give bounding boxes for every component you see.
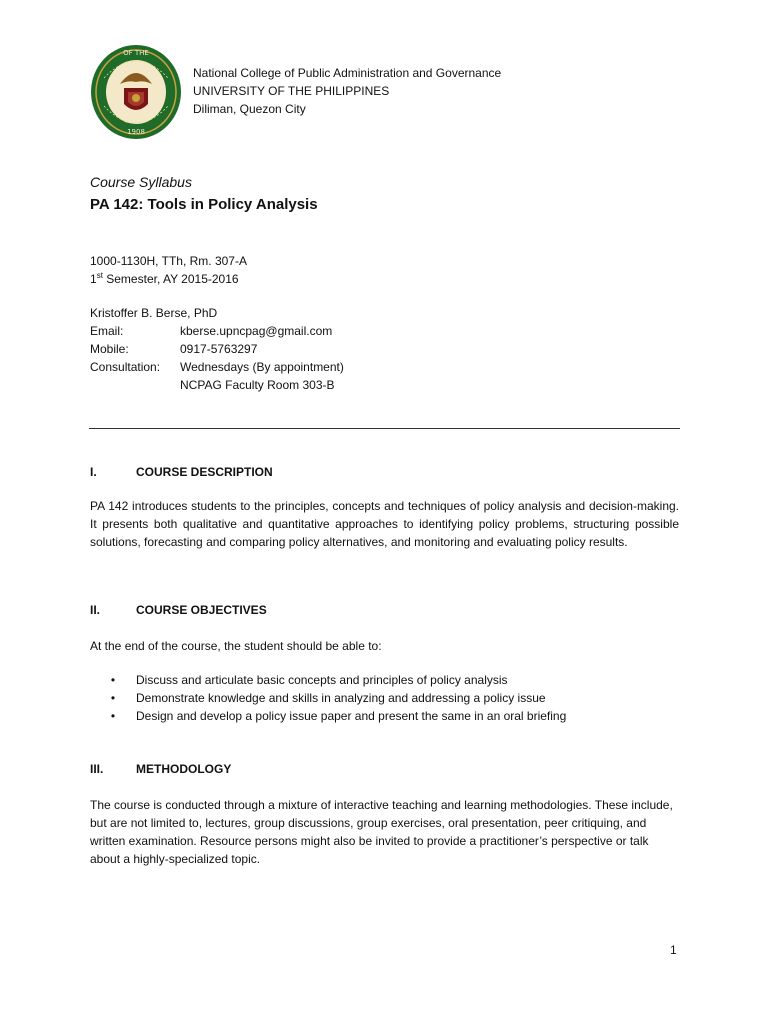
consultation-label: Consultation: xyxy=(90,360,161,374)
email-value: kberse.upncpag@gmail.com xyxy=(180,324,333,338)
semester: 1st Semester, AY 2015-2016 xyxy=(90,271,239,286)
instructor-name: Kristoffer B. Berse, PhD xyxy=(90,306,218,320)
seal-year: 1908 xyxy=(127,128,145,136)
consultation-room: NCPAG Faculty Room 303-B xyxy=(180,378,335,392)
consultation-row xyxy=(90,358,344,376)
svg-text:OF THE: OF THE xyxy=(123,49,149,57)
schedule-block xyxy=(90,252,247,288)
consultation-room-row xyxy=(90,376,344,394)
up-seal-icon xyxy=(90,44,182,140)
institution-block xyxy=(193,64,501,118)
list-item: • Discuss and articulate basic concepts and principles of policy analysis xyxy=(110,673,508,687)
mobile-row xyxy=(90,340,344,358)
institution-college: National College of Public Administration and Governance xyxy=(193,66,502,80)
institution-location: Diliman, Quezon City xyxy=(193,102,306,116)
mobile-label: Mobile: xyxy=(90,342,129,356)
list-item: • Demonstrate knowledge and skills in analyzing and addressing a policy issue xyxy=(110,691,546,705)
email-label: Email: xyxy=(90,324,124,338)
section-body-methodology: The course is conducted through a mixture of interactive teaching and learning methodologies. These include, but are not limited to, lectures, group discussions, group exercises, oral presentation, peer critiquing, and written examination. Resource persons might also be invited to provide a practitioner’s perspective or talk about a highly-specialized topic. xyxy=(90,798,673,866)
divider xyxy=(89,428,680,429)
institution-university: UNIVERSITY OF THE PHILIPPINES xyxy=(193,84,390,98)
section-body-description: PA 142 introduces students to the principles, concepts and techniques of policy analysis and decision-making. It presents both qualitative and quantitative approaches to identifying policy problems, structuring possible solutions, forecasting and comparing policy alternatives, and monitoring and evaluating policy results. xyxy=(90,499,679,549)
section-heading-objectives: II. COURSE OBJECTIVES xyxy=(90,603,267,617)
section-body-objectives: At the end of the course, the student should be able to: xyxy=(90,639,382,653)
objectives-list xyxy=(90,671,680,725)
list-item: • Design and develop a policy issue paper and present the same in an oral briefing xyxy=(110,709,567,723)
email-row xyxy=(90,322,344,340)
section-heading-methodology: III. METHODOLOGY xyxy=(90,762,232,776)
mobile-value: 0917-5763297 xyxy=(180,342,258,356)
consultation-day: Wednesdays (By appointment) xyxy=(180,360,344,374)
syllabus-label: Course Syllabus xyxy=(90,174,192,190)
course-title: PA 142: Tools in Policy Analysis xyxy=(90,196,318,213)
instructor-block xyxy=(90,304,344,394)
page-number: 1 xyxy=(670,943,677,957)
section-heading-description: I. COURSE DESCRIPTION xyxy=(90,465,273,479)
class-time: 1000-1130H, TTh, Rm. 307-A xyxy=(90,254,247,268)
